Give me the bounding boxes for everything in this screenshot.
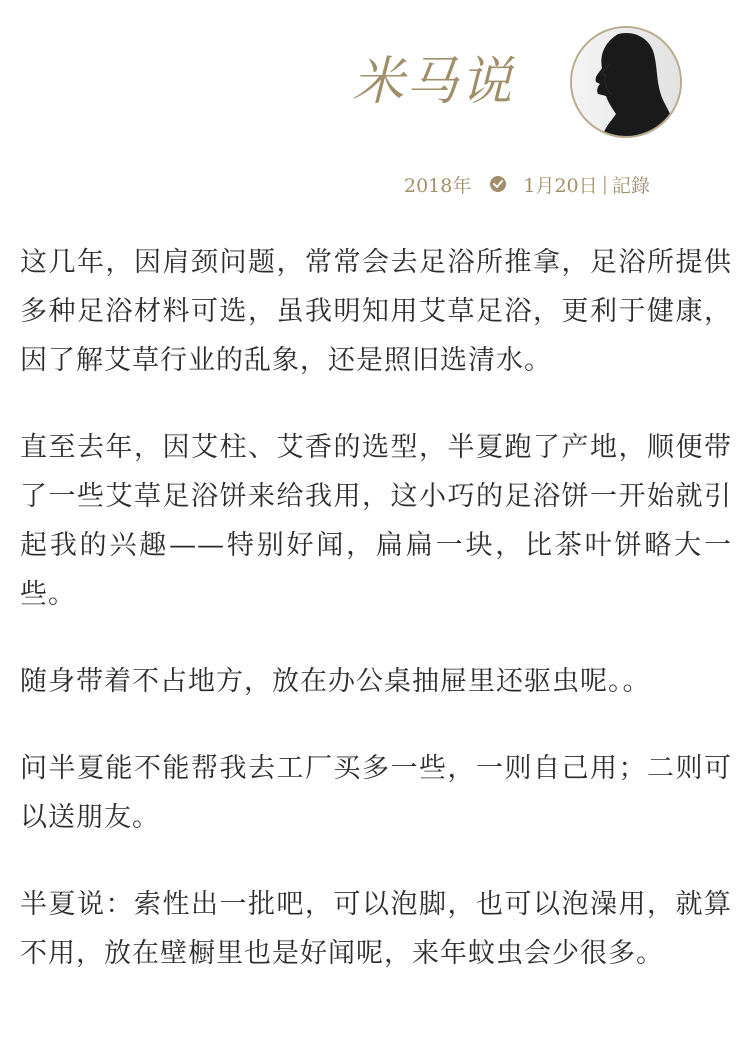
post-category-link[interactable]: 記錄 (612, 174, 651, 197)
post-date: 1月20日 (523, 174, 598, 197)
post-meta (404, 170, 650, 198)
page-title: 米马说 (352, 52, 515, 112)
post-year: 2018年 (404, 174, 472, 197)
paragraph: 问半夏能不能帮我去工厂买多一些，一则自己用；二则可以送朋友。 (20, 753, 732, 833)
check-circle-icon (489, 175, 507, 193)
paragraph: 直至去年，因艾柱、艾香的选型，半夏跑了产地，顺便带了一些艾草足浴饼来给我用，这小巧的足浴饼一开始就引起我的兴趣——特别好闻，扁扁一块，比茶叶饼略大一些。 (20, 432, 732, 610)
meta-separator: | (601, 173, 609, 195)
paragraph: 这几年，因肩颈问题，常常会去足浴所推拿，足浴所提供多种足浴材料可选，虽我明知用艾草足浴，更利于健康，因了解艾草行业的乱象，还是照旧选清水。 (20, 247, 732, 376)
article-header (0, 0, 751, 210)
paragraph: 半夏说：索性出一批吧，可以泡脚，也可以泡澡用，就算不用，放在壁橱里也是好闻呢，来年蚊虫会少很多。 (20, 889, 732, 969)
avatar (570, 26, 682, 138)
paragraph: 随身带着不占地方，放在办公桌抽屉里还驱虫呢。。 (20, 666, 651, 697)
article-body (20, 238, 732, 1016)
woman-silhouette-avatar-icon (572, 28, 680, 136)
